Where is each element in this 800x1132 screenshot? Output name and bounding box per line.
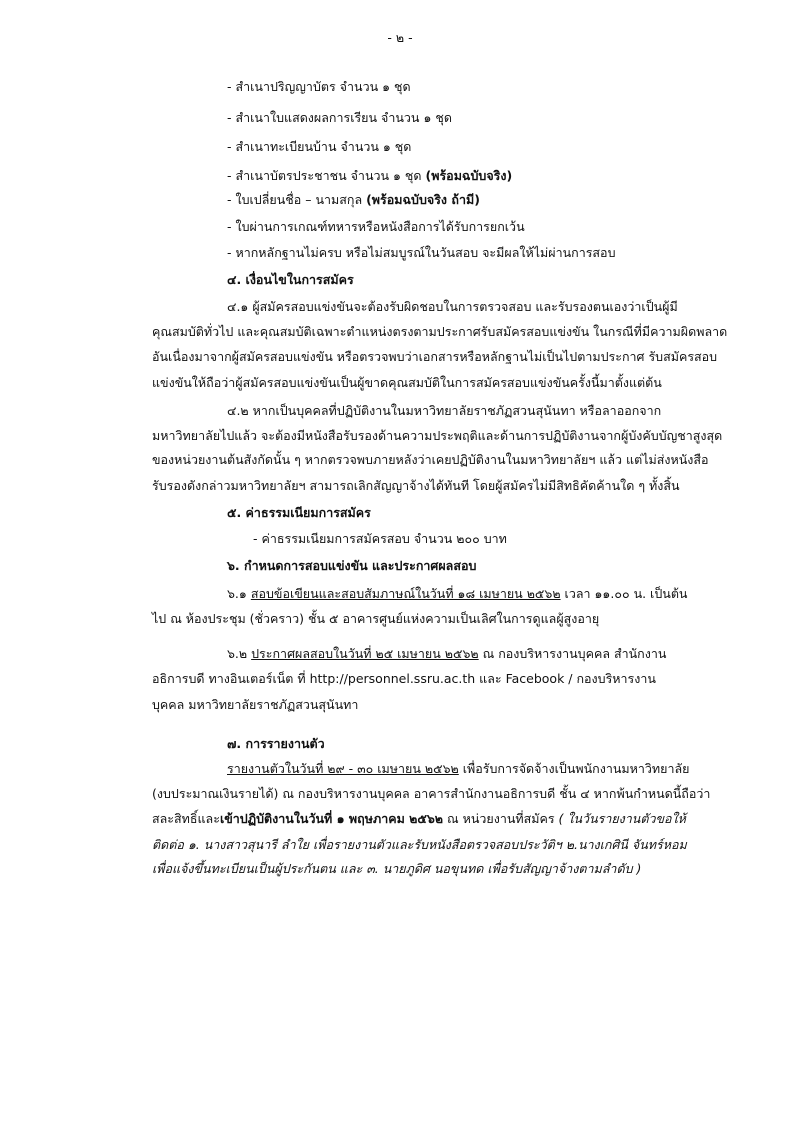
document-item: - สำเนาใบแสดงผลการเรียน จำนวน ๑ ชุด: [227, 110, 452, 125]
paragraph-line: แข่งขันให้ถือว่าผู้สมัครสอบแข่งขันเป็นผู้ขาดคุณสมบัติในการสมัครสอบแข่งขันครั้งนี้มาตั้งแต่ต้น: [152, 375, 662, 390]
announce-date: ประกาศผลสอบในวันที่ ๒๕ เมษายน ๒๕๖๒: [251, 646, 479, 661]
paragraph-line: ไป ณ ห้องประชุม (ชั่วคราว) ชั้น ๕ อาคารศูนย์แห่งความเป็นเลิศในการดูแลผู้สูงอายุ: [152, 611, 600, 626]
paragraph-line: อันเนื่องมาจากผู้สมัครสอบแข่งขัน หรือตรวจพบว่าเอกสารหรือหลักฐานไม่เป็นไปตามประกาศ รับสมัครสอบ: [152, 349, 718, 364]
section-heading: ๗. การรายงานตัว: [227, 736, 325, 751]
document-item: - สำเนาบัตรประชาชน จำนวน ๑ ชุด (พร้อมฉบับจริง): [227, 168, 513, 183]
paragraph-line: สละสิทธิ์และเข้าปฏิบัติงานในวันที่ ๑ พฤษภาคม ๒๕๖๒ ณ หน่วยงานที่สมัคร ( ในวันรายงานตัวขอให้: [152, 811, 686, 826]
paragraph-line: ๔.๑ ผู้สมัครสอบแข่งขันจะต้องรับผิดชอบในการตรวจสอบ และรับรองตนเองว่าเป็นผู้มี: [227, 299, 678, 314]
section-heading: ๔. เงื่อนไขในการสมัคร: [227, 272, 354, 287]
document-item: - ใบผ่านการเกณฑ์ทหารหรือหนังสือการได้รับการยกเว้น: [227, 219, 525, 234]
report-date: รายงานตัวในวันที่ ๒๙ - ๓๐ เมษายน ๒๕๖๒: [227, 761, 459, 776]
paragraph-line: ๖.๒ ประกาศผลสอบในวันที่ ๒๕ เมษายน ๒๕๖๒ ณ กองบริหารงานบุคคล สำนักงาน: [227, 646, 667, 661]
exam-date: สอบข้อเขียนและสอบสัมภาษณ์ในวันที่ ๑๘ เมษายน ๒๕๖๒: [250, 586, 561, 601]
page-number: - ๒ -: [387, 30, 413, 45]
paragraph-line: ติดต่อ ๑. นางสาวสุนารี ลำใย เพื่อรายงานตัวและรับหนังสือตรวจสอบประวัติฯ ๒.นางเกศินี จันทร์หอม: [152, 837, 687, 852]
document-item: - หากหลักฐานไม่ครบ หรือไม่สมบูรณ์ในวันสอบ จะมีผลให้ไม่ผ่านการสอบ: [227, 245, 616, 260]
paragraph-line: (งบประมาณเงินรายได้) ณ กองบริหารงานบุคคล อาคารสำนักงานอธิการบดี ชั้น ๔ หากพ้นกำหนดนี้ถือว่า: [152, 786, 711, 801]
paragraph-line: ของหน่วยงานต้นสังกัดนั้น ๆ หากตรวจพบภายหลังว่าเคยปฏิบัติงานในมหาวิทยาลัยฯ แล้ว แต่ไม่ส่งหนังสือ: [152, 452, 709, 467]
document-item: - ใบเปลี่ยนชื่อ – นามสกุล (พร้อมฉบับจริง ถ้ามี): [227, 192, 480, 207]
section-heading: ๖. กำหนดการสอบแข่งขัน และประกาศผลสอบ: [227, 558, 477, 573]
paragraph-line: บุคคล มหาวิทยาลัยราชภัฏสวนสุนันทา: [152, 697, 359, 712]
bold-note: (พร้อมฉบับจริง): [425, 168, 513, 183]
paragraph-line: มหาวิทยาลัยไปแล้ว จะต้องมีหนังสือรับรองด้านความประพฤติและด้านการปฏิบัติงานจากผู้บังคับบัญชาสูงสุด: [152, 428, 723, 443]
document-item: - สำเนาปริญญาบัตร จำนวน ๑ ชุด: [227, 79, 411, 94]
paragraph-line: คุณสมบัติทั่วไป และคุณสมบัติเฉพาะตำแหน่งตรงตามประกาศรับสมัครสอบแข่งขัน ในกรณีที่มีความผิดพลาด: [152, 324, 728, 339]
paragraph-line: รายงานตัวในวันที่ ๒๙ - ๓๐ เมษายน ๒๕๖๒ เพื่อรับการจัดจ้างเป็นพนักงานมหาวิทยาลัย: [227, 761, 690, 776]
start-date: เข้าปฏิบัติงานในวันที่ ๑ พฤษภาคม ๒๕๖๒: [219, 811, 444, 826]
paragraph-line: ๖.๑ สอบข้อเขียนและสอบสัมภาษณ์ในวันที่ ๑๘ เมษายน ๒๕๖๒ เวลา ๑๑.๐๐ น. เป็นต้น: [227, 586, 688, 601]
document-item: - สำเนาทะเบียนบ้าน จำนวน ๑ ชุด: [227, 139, 412, 154]
fee-line: - ค่าธรรมเนียมการสมัครสอบ จำนวน ๒๐๐ บาท: [253, 531, 507, 546]
paragraph-line: ๔.๒ หากเป็นบุคคลที่ปฏิบัติงานในมหาวิทยาลัยราชภัฏสวนสุนันทา หรือลาออกจาก: [227, 403, 662, 418]
section-heading: ๕. ค่าธรรมเนียมการสมัคร: [227, 505, 371, 520]
bold-note: (พร้อมฉบับจริง ถ้ามี): [366, 192, 480, 207]
paragraph-line: อธิการบดี ทางอินเตอร์เน็ต ที่ http://personnel.ssru.ac.th และ Facebook / กองบริหารงาน: [152, 671, 656, 686]
paragraph-line: เพื่อแจ้งขึ้นทะเบียนเป็นผู้ประกันตน และ ๓. นายภูดิศ นอขุนทด เพื่อรับสัญญาจ้างตามลำดับ ): [152, 861, 642, 876]
paragraph-line: รับรองดังกล่าวมหาวิทยาลัยฯ สามารถเลิกสัญญาจ้างได้ทันที โดยผู้สมัครไม่มีสิทธิคัดค้านใด ๆ ทั้งสิ้น: [152, 478, 680, 493]
